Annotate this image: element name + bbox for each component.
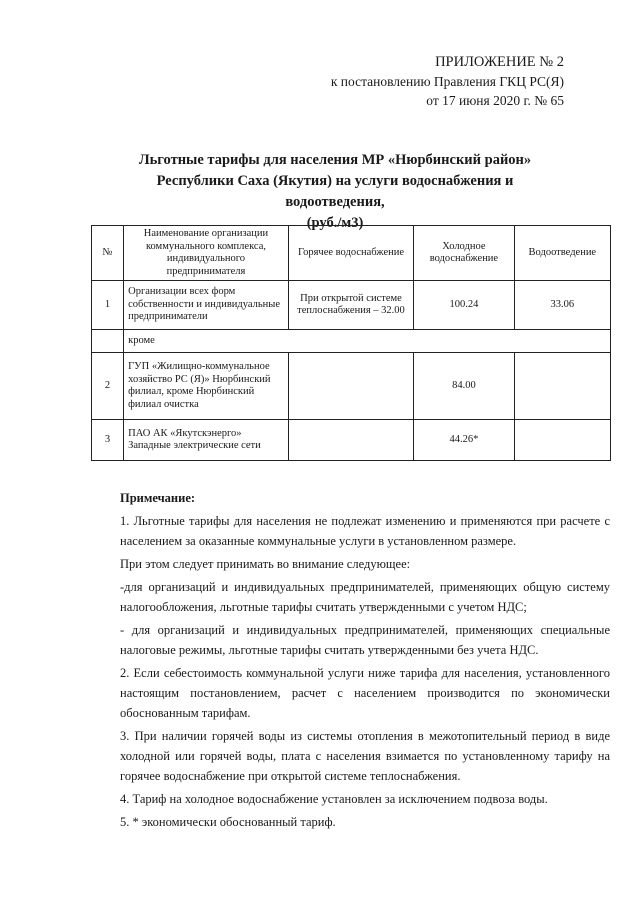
row-cold-water: 84.00: [414, 353, 514, 420]
note-paragraph: 4. Тариф на холодное водоснабжение установлен за исключением подвоза воды.: [120, 792, 548, 806]
header-num: №: [92, 226, 124, 281]
note-paragraph: 2. Если себестоимость коммунальной услуги ниже тарифа для населения, установленного настоящим постановлением, расчет с населением производится по экономически обоснованным тарифам.: [120, 666, 610, 720]
header-org: Наименование организации коммунального комплекса, индивидуального предпринимателя: [124, 226, 289, 281]
row-drainage: [514, 420, 610, 461]
table-row: [92, 281, 611, 330]
table-header-row: [92, 226, 611, 281]
table-row: [92, 353, 611, 420]
row-hot-water: [288, 420, 413, 461]
row-cold-water: 44.26*: [414, 420, 514, 461]
title-line-1: Льготные тарифы для населения МР «Нюрбинский район»: [138, 152, 532, 168]
row-cold-water: 100.24: [414, 281, 514, 330]
except-label: кроме: [124, 330, 611, 353]
notes-section: [120, 488, 610, 835]
tariffs-table: [91, 225, 611, 461]
row-num: 1: [92, 281, 124, 330]
row-org: ПАО АК «Якутскэнерго» Западные электрические сети: [124, 420, 289, 461]
note-paragraph: При этом следует принимать во внимание следующее:: [120, 557, 411, 571]
table-row-except: [92, 330, 611, 353]
notes-title: Примечание:: [120, 491, 196, 505]
header-cold-water: Холодное водоснабжение: [414, 226, 514, 281]
document-header: [331, 53, 564, 110]
row-drainage: 33.06: [514, 281, 610, 330]
row-num: 3: [92, 420, 124, 461]
row-org: Организации всех форм собственности и индивидуальные предприниматели: [124, 281, 289, 330]
resolution-date: от 17 июня 2020 г. № 65: [426, 93, 564, 108]
header-drainage: Водоотведение: [514, 226, 610, 281]
resolution-reference: к постановлению Правления ГКЦ РС(Я): [330, 74, 564, 89]
title-line-2: Республики Саха (Якутия) на услуги водоснабжения и водоотведения,: [156, 173, 514, 210]
title-units: (руб./м3): [306, 215, 364, 231]
row-org: ГУП «Жилищно-коммунальное хозяйство РС (Я)» Нюрбинский филиал, кроме Нюрбинский филиал очистка: [124, 353, 289, 420]
note-paragraph: - для организаций и индивидуальных предпринимателей, применяющих специальные налоговые режимы, льготные тарифы считать утвержденными без учета НДС.: [120, 623, 610, 657]
row-hot-water: При открытой системе теплоснабжения – 32.00: [288, 281, 413, 330]
note-paragraph: 1. Льготные тарифы для населения не подлежат изменению и применяются при расчете с населением за оказанные коммунальные услуги в установленном размере.: [120, 514, 610, 548]
row-drainage: [514, 353, 610, 420]
appendix-number: ПРИЛОЖЕНИЕ № 2: [435, 54, 564, 70]
note-paragraph: 5. * экономически обоснованный тариф.: [120, 815, 336, 829]
row-num: [92, 330, 124, 353]
header-hot-water: Горячее водоснабжение: [288, 226, 413, 281]
row-hot-water: [288, 353, 413, 420]
note-paragraph: -для организаций и индивидуальных предпринимателей, применяющих общую систему налогообложения, льготные тарифы считать утвержденными с учетом НДС;: [120, 580, 610, 614]
note-paragraph: 3. При наличии горячей воды из системы отопления в межотопительный период в виде холодной или горячей воды, плата с населения взимается по установленному тарифу на горячее водоснабжение при открытой системе теплоснабжения.: [120, 729, 610, 783]
document-title: [120, 150, 550, 234]
row-num: 2: [92, 353, 124, 420]
table-row: [92, 420, 611, 461]
